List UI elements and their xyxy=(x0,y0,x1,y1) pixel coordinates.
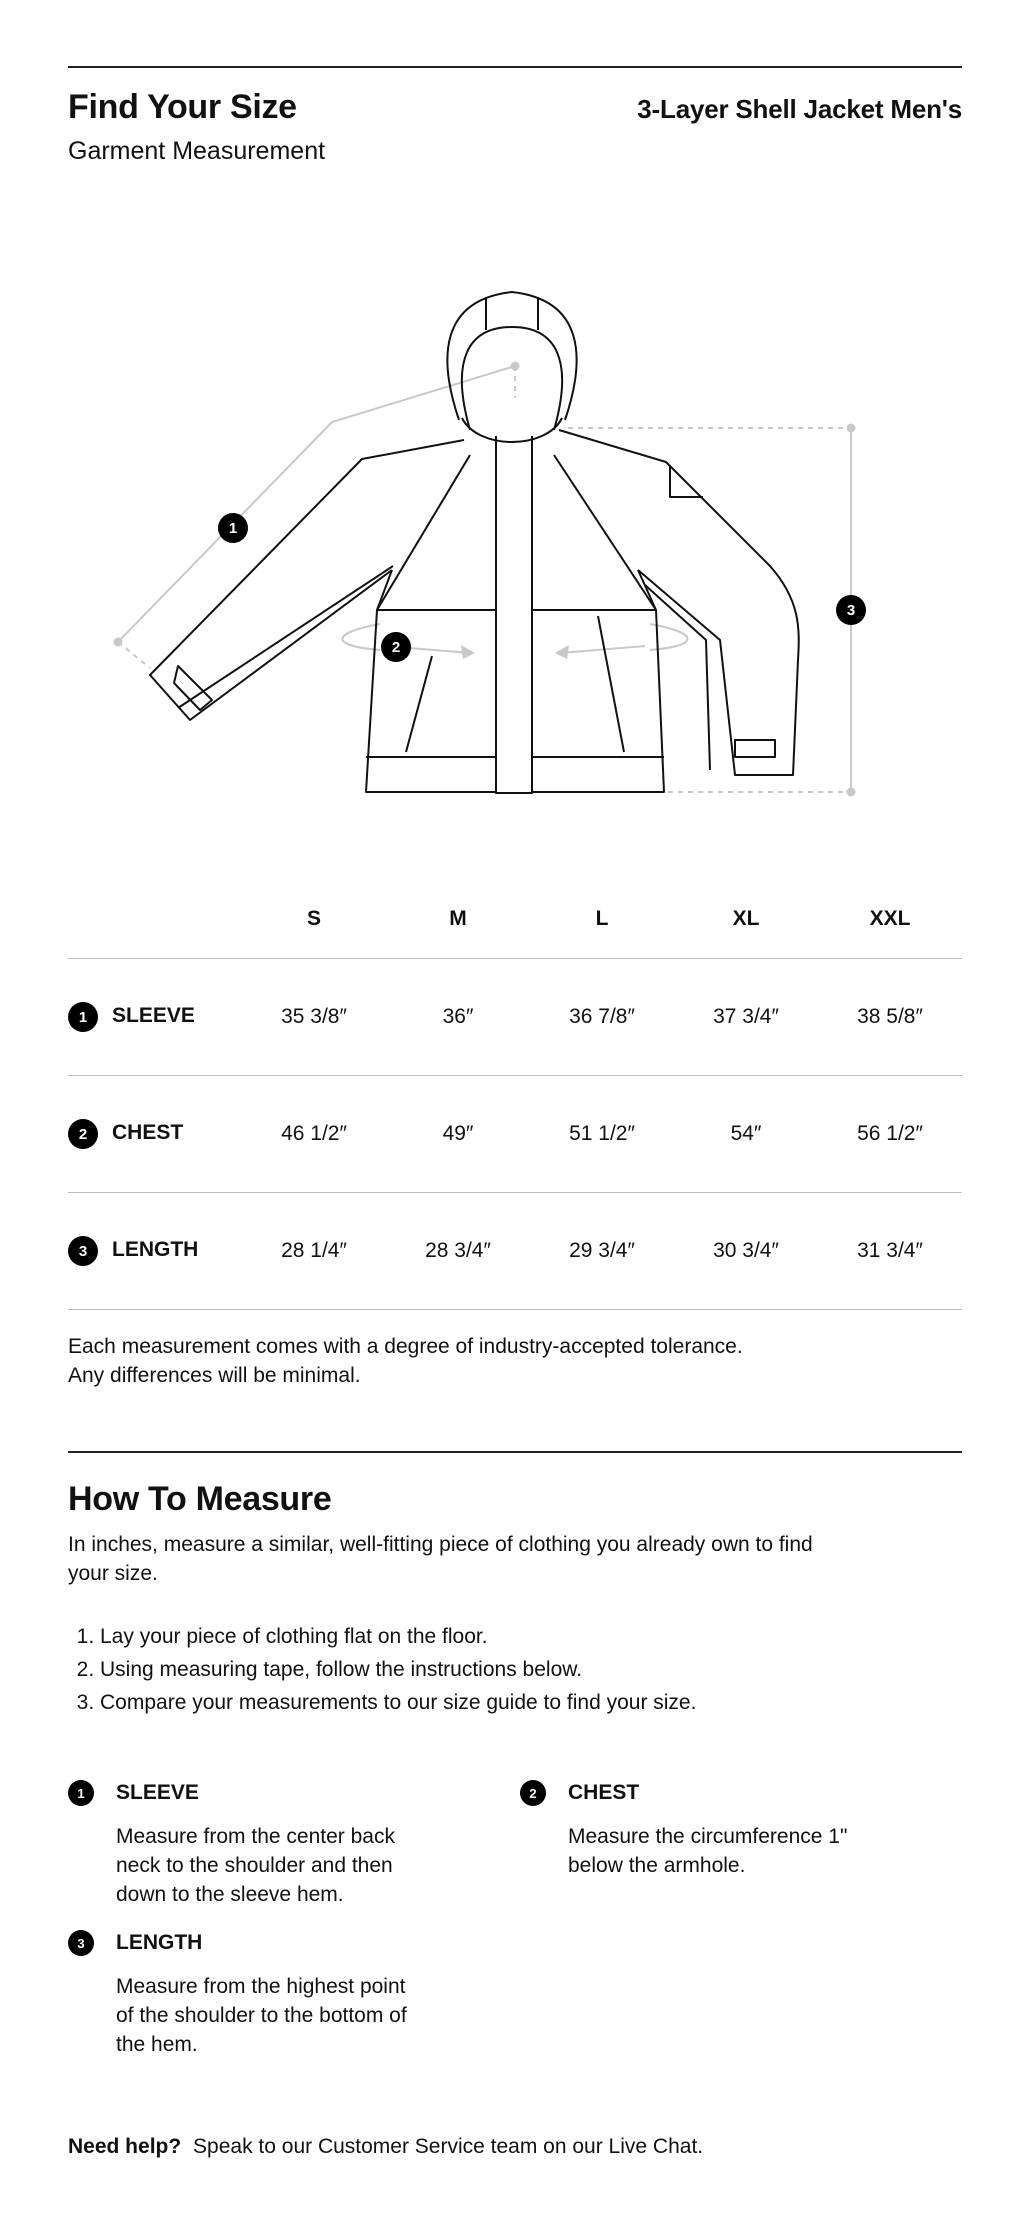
instruction-name: CHEST xyxy=(568,1781,640,1804)
measurement-cell xyxy=(68,1193,242,1310)
tolerance-line: Each measurement comes with a degree of industry-accepted tolerance. xyxy=(68,1335,743,1358)
tolerance-note xyxy=(68,1332,743,1390)
size-value-cell: 36″ xyxy=(386,959,530,1076)
number-badge: 2 xyxy=(520,1780,546,1806)
instruction-name: LENGTH xyxy=(116,1931,203,1954)
measure-steps-list xyxy=(68,1620,696,1719)
size-value-cell: 51 1/2″ xyxy=(530,1076,674,1193)
left-cuff-tab xyxy=(174,666,212,710)
number-badge: 3 xyxy=(68,1930,94,1956)
instruction-chest xyxy=(520,1780,880,1880)
measurement-label: LENGTH xyxy=(112,1237,199,1261)
right-sleeve-outer xyxy=(559,430,799,775)
right-cuff-tab xyxy=(735,740,775,757)
hood-outer xyxy=(447,292,576,420)
size-value-cell: 36 7/8″ xyxy=(530,959,674,1076)
table-row-chest xyxy=(68,1076,962,1193)
number-badge: 3 xyxy=(68,1236,98,1266)
number-badge: 1 xyxy=(68,1780,94,1806)
body-yoke-lines xyxy=(377,455,656,610)
front-zipper-placket xyxy=(496,436,532,793)
instruction-text: Measure from the center back neck to the shoulder and then down to the sleeve hem. xyxy=(116,1825,395,1906)
left-sleeve-outer xyxy=(150,440,464,720)
size-value-cell: 30 3/4″ xyxy=(674,1193,818,1310)
body-left-side xyxy=(366,570,496,792)
jacket-measurement-diagram xyxy=(0,270,1020,830)
help-note xyxy=(68,2135,703,2159)
size-value-cell: 46 1/2″ xyxy=(242,1076,386,1193)
instruction-text: Measure from the highest point of the shoulder to the bottom of the hem. xyxy=(116,1975,407,2056)
size-header: L xyxy=(530,880,674,959)
help-label: Need help? xyxy=(68,2135,182,2158)
sleeve-guide-hem xyxy=(118,642,150,668)
instruction-header xyxy=(68,1930,428,1956)
left-sleeve-inner xyxy=(178,566,393,708)
measurement-cell xyxy=(68,959,242,1076)
how-to-measure-intro: In inches, measure a similar, well-fitting piece of clothing you already own to find your size. xyxy=(68,1533,813,1585)
list-item: 3. Compare your measurements to our size guide to find your size. xyxy=(100,1686,696,1719)
list-item: 2. Using measuring tape, follow the instructions below. xyxy=(100,1653,696,1686)
number-badge: 1 xyxy=(68,1002,98,1032)
diagram-markers xyxy=(218,513,866,662)
table-row-length xyxy=(68,1193,962,1310)
tolerance-line: Any differences will be minimal. xyxy=(68,1364,361,1387)
body-right-side xyxy=(532,570,664,792)
product-name: 3-Layer Shell Jacket Men's xyxy=(637,94,962,124)
size-value-cell: 35 3/8″ xyxy=(242,959,386,1076)
marker-2-label: 2 xyxy=(391,639,401,656)
size-header: XXL xyxy=(818,880,962,959)
measurement-label: CHEST xyxy=(112,1120,184,1144)
size-value-cell: 56 1/2″ xyxy=(818,1076,962,1193)
instruction-sleeve xyxy=(68,1780,428,1909)
size-header: XL xyxy=(674,880,818,959)
page-title: Find Your Size xyxy=(68,88,297,126)
hood-panel xyxy=(486,297,538,330)
jacket-outline xyxy=(150,292,799,793)
header-empty-cell xyxy=(68,880,242,959)
size-value-cell: 29 3/4″ xyxy=(530,1193,674,1310)
chest-guide-right xyxy=(650,624,688,650)
top-divider xyxy=(68,66,962,68)
measurement-guides xyxy=(118,366,851,792)
list-item: 1. Lay your piece of clothing flat on the floor. xyxy=(100,1620,696,1653)
pocket-zips xyxy=(406,616,624,752)
table-row-sleeve xyxy=(68,959,962,1076)
instruction-text: Measure the circumference 1" below the armhole. xyxy=(568,1825,848,1877)
measurement-label: SLEEVE xyxy=(112,1003,195,1027)
right-sleeve-inner xyxy=(645,585,710,770)
marker-1-label: 1 xyxy=(228,520,238,537)
size-value-cell: 28 1/4″ xyxy=(242,1193,386,1310)
size-value-cell: 28 3/4″ xyxy=(386,1193,530,1310)
size-value-cell: 49″ xyxy=(386,1076,530,1193)
page-subtitle: Garment Measurement xyxy=(68,137,326,165)
marker-3-label: 3 xyxy=(846,602,856,619)
size-value-cell: 54″ xyxy=(674,1076,818,1193)
chest-arrow-right xyxy=(560,646,645,653)
size-header: M xyxy=(386,880,530,959)
size-header: S xyxy=(242,880,386,959)
instruction-name: SLEEVE xyxy=(116,1781,199,1804)
size-value-cell: 37 3/4″ xyxy=(674,959,818,1076)
instruction-header xyxy=(520,1780,880,1806)
size-value-cell: 31 3/4″ xyxy=(818,1193,962,1310)
how-to-measure-title: How To Measure xyxy=(68,1480,332,1518)
instruction-header xyxy=(68,1780,428,1806)
measurement-cell xyxy=(68,1076,242,1193)
section-divider xyxy=(68,1451,962,1453)
help-text: Speak to our Customer Service team on our Live Chat. xyxy=(193,2135,704,2158)
size-chart-table xyxy=(68,880,962,1310)
size-value-cell: 38 5/8″ xyxy=(818,959,962,1076)
instruction-length xyxy=(68,1930,428,2059)
size-header-row xyxy=(68,880,962,959)
hood-chin xyxy=(462,418,562,442)
number-badge: 2 xyxy=(68,1119,98,1149)
measurement-dots xyxy=(114,362,856,797)
